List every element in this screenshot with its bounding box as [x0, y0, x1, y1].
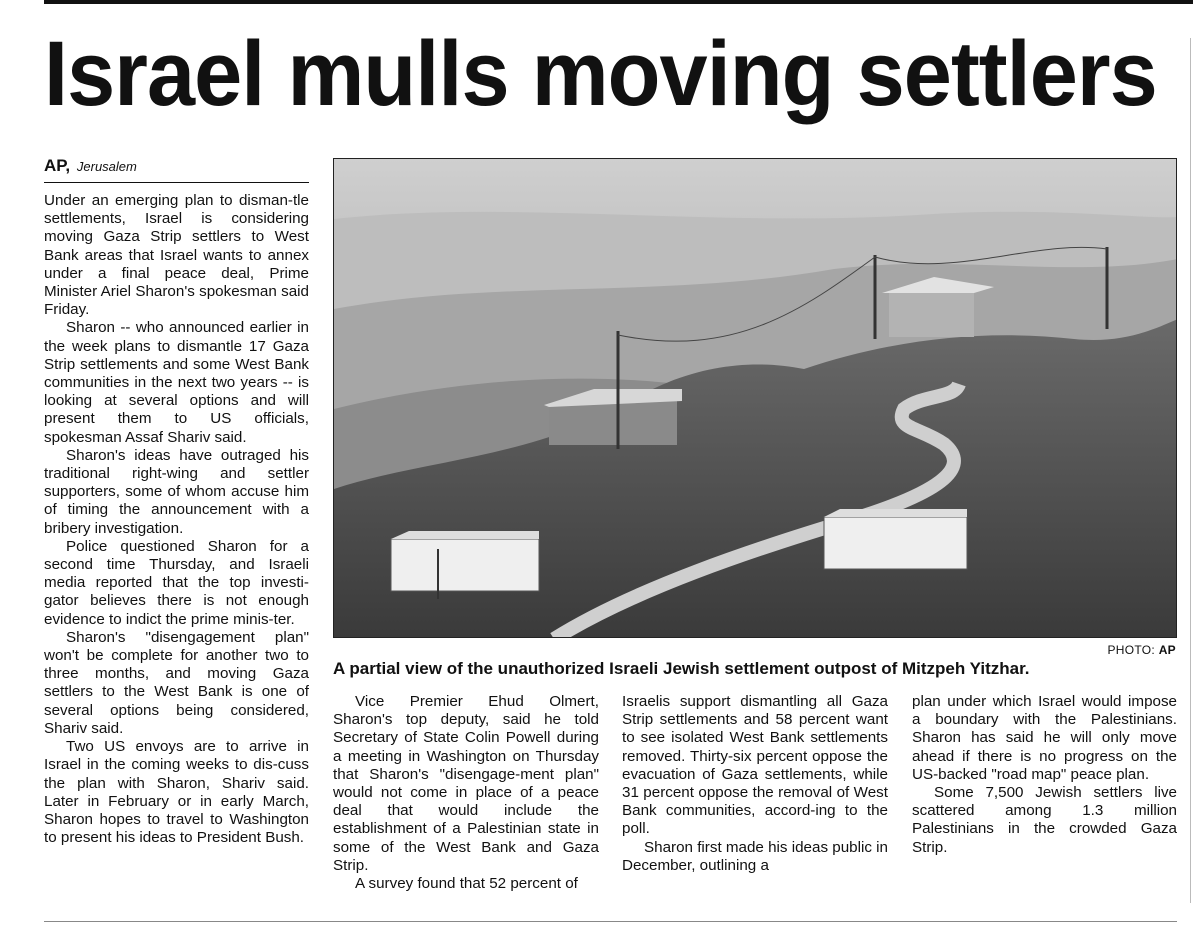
headline: Israel mulls moving settlers: [44, 23, 1157, 125]
right-column-rule: [1190, 38, 1191, 903]
paragraph: A survey found that 52 percent of: [355, 875, 578, 893]
photo-caption: A partial view of the unauthorized Israeli Jewish settlement outpost of Mitzpeh Yitzhar.: [333, 659, 1030, 678]
bottom-rule: [44, 921, 1177, 922]
settlement-photo: [333, 158, 1177, 638]
byline-rule: [44, 182, 309, 183]
settlement-photo-illustration: [334, 159, 1177, 638]
byline-agency: AP,: [44, 156, 71, 175]
top-rule: [44, 0, 1193, 4]
paragraph: Vice Premier Ehud Olmert, Sharon's top deputy, said he told Secretary of State Colin Powell during a meeting in Washington on Thursday that Sharon's "disengage-ment plan" would not come in place of a peace deal that would include the establishment of a Palestinian state in some of the West Bank and Gaza Strip.: [333, 693, 599, 874]
byline: [44, 156, 309, 176]
paragraph: Under an emerging plan to disman-tle settlements, Israel is considering moving Gaza Strip settlers to West Bank areas that Israel wants to annex under a final peace deal, Prime Minister Ariel Sharon's spokesman said Friday.: [44, 192, 309, 319]
paragraph: Israelis support dismantling all Gaza Strip settlements and 58 percent want to see isolated West Bank settlements removed. Thirty-six percent oppose the evacuation of Gaza settlements, while 31 percent oppose the removal of West Bank communities, accord-ing to the poll.: [622, 693, 888, 838]
paragraph: plan under which Israel would impose a boundary with the Palestinians. Sharon has said he will only move ahead if there is no progress on the US-backed "road map" peace plan.: [912, 693, 1177, 783]
paragraph: Two US envoys are to arrive in Israel in the coming weeks to dis-cuss the plan with Sharon, Shariv said. Later in February or in early March, Sharon hopes to travel to Washington to present his ideas to President Bush.: [44, 738, 309, 847]
photo-credit-prefix: PHOTO:: [1107, 643, 1156, 657]
paragraph: Sharon's ideas have outraged his traditional right-wing and settler supporters, some of whom accuse him of timing the announcement with a bribery investigation.: [44, 446, 309, 537]
paragraph: Some 7,500 Jewish settlers live scattered among 1.3 million Palestinians in the crowded Gaza Strip.: [912, 784, 1177, 856]
photo-credit: [1107, 643, 1176, 657]
paragraph: Sharon's "disengagement plan" won't be complete for another two to three months, and moving Gaza settlers to the West Bank is one of several options being considered, Shariv said.: [44, 628, 309, 737]
paragraph: Sharon first made his ideas public in December, outlining a: [622, 838, 888, 874]
photo-credit-source: AP: [1158, 643, 1176, 657]
paragraph: Police questioned Sharon for a second time Thursday, and Israeli media reported that the top investi-gator believes there is not enough evidence to indict the prime minis-ter.: [44, 537, 309, 628]
article-column-3: [622, 693, 888, 875]
paragraph: Sharon -- who announced earlier in the week plans to dismantle 17 Gaza Strip settlements and some West Bank communities in the next two years -- is looking at several options and will present them to US officials, spokesman Assaf Shariv said.: [44, 319, 309, 446]
article-column-4: [912, 693, 1177, 857]
byline-dateline: Jerusalem: [76, 159, 137, 174]
article-column-1: [44, 192, 309, 847]
article-column-2: [333, 693, 599, 893]
